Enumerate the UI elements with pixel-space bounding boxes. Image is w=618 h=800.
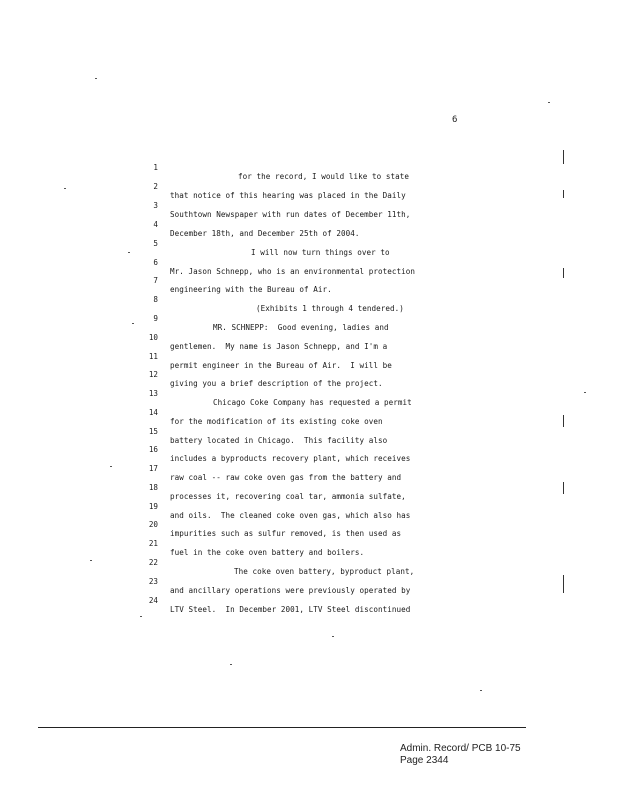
line-text: engineering with the Bureau of Air.: [170, 285, 332, 294]
footer-divider: [38, 727, 526, 728]
line-text: Chicago Coke Company has requested a permit: [213, 398, 412, 407]
footer-record-label: Admin. Record/ PCB 10-75: [400, 743, 521, 754]
line-text: for the modification of its existing coke oven: [170, 417, 383, 426]
scan-speck: [64, 188, 66, 189]
line-number: 2: [153, 182, 158, 191]
line-text: processes it, recovering coal tar, ammonia sulfate,: [170, 492, 406, 501]
line-text: raw coal -- raw coke oven gas from the battery and: [170, 473, 402, 482]
line-number: 19: [148, 502, 158, 511]
line-text: impurities such as sulfur removed, is then used as: [170, 529, 402, 538]
line-text: that notice of this hearing was placed in the Daily: [170, 191, 406, 200]
line-number: 11: [148, 352, 158, 361]
scan-speck: [128, 252, 130, 253]
line-text: giving you a brief description of the project.: [170, 379, 383, 388]
line-number: 7: [153, 276, 158, 285]
line-number: 18: [148, 483, 158, 492]
line-number: 8: [153, 295, 158, 304]
line-text: Southtown Newspaper with run dates of December 11th,: [170, 210, 411, 219]
line-text: (Exhibits 1 through 4 tendered.): [256, 304, 404, 313]
footer-stamp: [400, 743, 521, 767]
margin-rule: [563, 190, 564, 198]
line-number: 9: [153, 314, 158, 323]
scan-speck: [110, 466, 112, 467]
line-number: 3: [153, 201, 158, 210]
line-number: 23: [148, 577, 158, 586]
line-text: permit engineer in the Bureau of Air. I will be: [170, 361, 392, 370]
line-number: 12: [148, 370, 158, 379]
transcript-line: [0, 154, 410, 181]
line-number: 22: [148, 558, 158, 567]
line-number: 21: [148, 539, 158, 548]
scan-speck: [332, 636, 334, 637]
line-text: fuel in the coke oven battery and boilers.: [170, 548, 365, 557]
line-number: 17: [148, 464, 158, 473]
scan-speck: [90, 560, 92, 561]
line-text: The coke oven battery, byproduct plant,: [234, 567, 415, 576]
line-number: 24: [148, 596, 158, 605]
line-text: MR. SCHNEPP: Good evening, ladies and: [213, 323, 389, 332]
margin-rule: [563, 150, 564, 164]
line-text: Mr. Jason Schnepp, who is an environmental protection: [170, 267, 415, 276]
line-text: I will now turn things over to: [251, 248, 390, 257]
line-text: LTV Steel. In December 2001, LTV Steel discontinued: [170, 605, 411, 614]
scan-speck: [95, 78, 97, 79]
margin-rule: [563, 268, 564, 278]
line-number: 4: [153, 220, 158, 229]
line-number: 5: [153, 239, 158, 248]
line-number: 20: [148, 520, 158, 529]
line-number: 6: [153, 258, 158, 267]
line-number: 16: [148, 445, 158, 454]
scan-speck: [548, 102, 550, 103]
line-number: 15: [148, 427, 158, 436]
scan-speck: [132, 323, 134, 324]
scan-speck: [230, 664, 232, 665]
scan-speck: [584, 392, 586, 393]
footer-page-label: Page 2344: [400, 755, 449, 766]
line-text: for the record, I would like to state: [238, 172, 410, 181]
scan-speck: [140, 616, 142, 617]
line-text: December 18th, and December 25th of 2004.: [170, 229, 360, 238]
line-text: and oils. The cleaned coke oven gas, which also has: [170, 511, 411, 520]
line-text: includes a byproducts recovery plant, which receives: [170, 454, 411, 463]
line-number: 1: [153, 163, 158, 172]
margin-rule: [563, 575, 564, 593]
line-text: and ancillary operations were previously operated by: [170, 586, 411, 595]
page-number: 6: [452, 115, 458, 125]
line-number: 13: [148, 389, 158, 398]
line-text: battery located in Chicago. This facility also: [170, 436, 388, 445]
line-number: 10: [148, 333, 158, 342]
scan-speck: [480, 690, 482, 691]
line-text: gentlemen. My name is Jason Schnepp, and I'm a: [170, 342, 388, 351]
line-number: 14: [148, 408, 158, 417]
margin-rule: [563, 415, 564, 427]
margin-rule: [563, 482, 564, 494]
